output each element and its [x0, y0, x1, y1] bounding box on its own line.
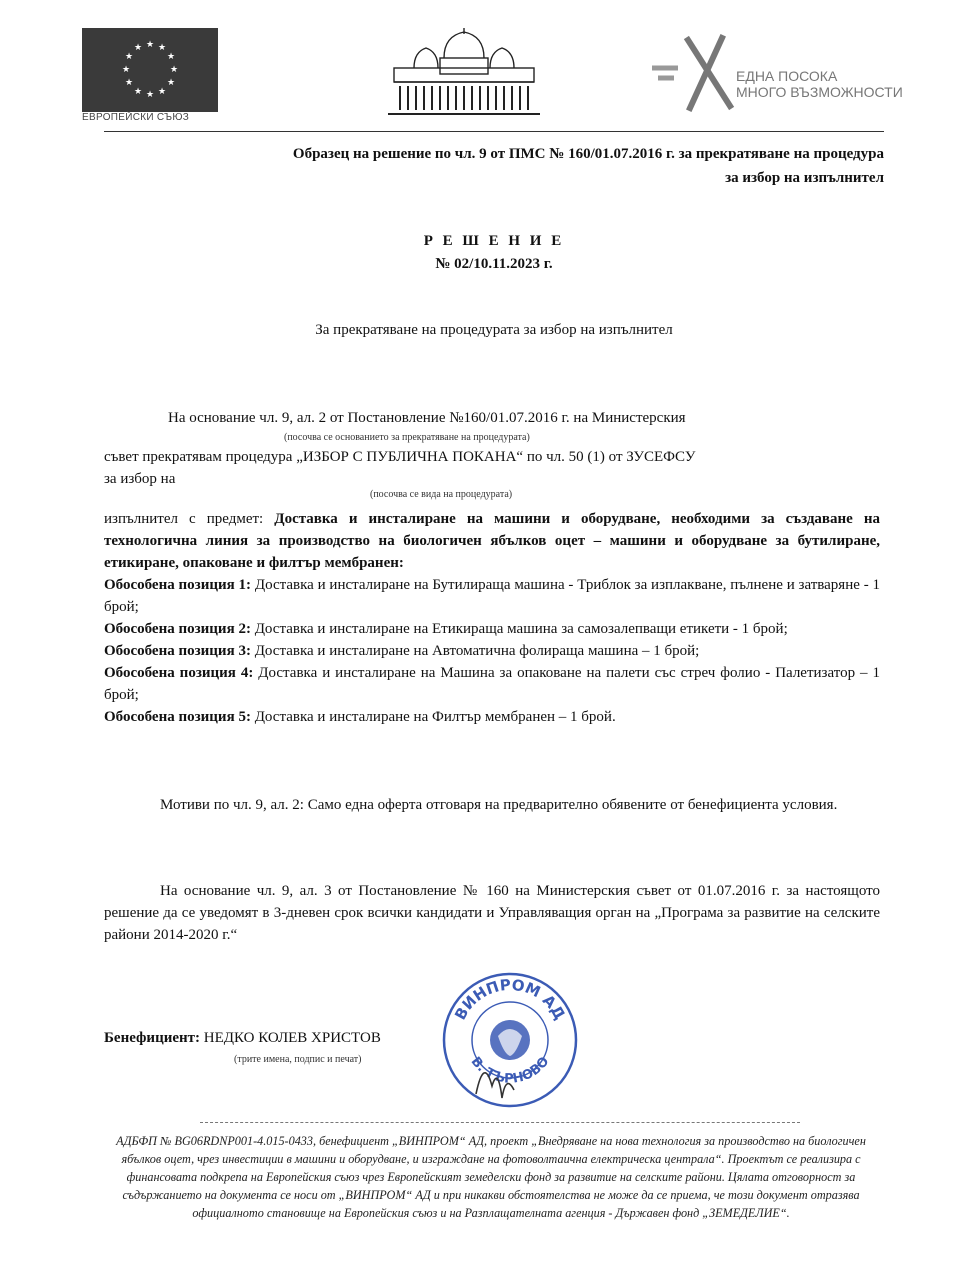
position-label: Обособена позиция 2: [104, 621, 251, 637]
form-title [104, 142, 884, 190]
decision-heading: Р Е Ш Е Н И Е [423, 233, 565, 249]
beneficiary-label: Бенефициент: [104, 1030, 201, 1046]
svg-text:★: ★ [157, 87, 167, 97]
subject-block [104, 508, 880, 728]
position-text: Доставка и инсталиране на Бутилираща машина - Триблок за изплакване, пълнене и затваряне - 1 брой; [104, 577, 880, 615]
procedure-note: (посочва се вида на процедурата) [370, 489, 513, 500]
beneficiary-note: (трите имена, подпис и печат) [234, 1054, 362, 1065]
position-item [104, 662, 880, 706]
leader-x-icon [648, 34, 738, 114]
position-label: Обособена позиция 1: [104, 577, 252, 593]
decision-subject: За прекратяване на процедурата за избор на изпълнител [315, 322, 673, 338]
subject-paragraph [104, 508, 880, 574]
position-item [104, 640, 880, 662]
procedure-paragraph [104, 446, 880, 490]
subject-description: Доставка и инсталиране на машини и оборудване, необходими за създаване на технологична линия за производство на биологичен ябълков оцет – машини и оборудване за бутилиране, етикиране, опаковане и филтър мембранен: [104, 511, 881, 571]
position-item [104, 574, 880, 618]
position-text: Доставка и инсталиране на Машина за опаковане на палети със стреч фолио - Палетизатор – 1 брой; [104, 665, 880, 703]
header-divider [104, 131, 884, 132]
footer-divider [200, 1122, 800, 1123]
position-item [104, 618, 880, 640]
beneficiary-name: НЕДКО КОЛЕВ ХРИСТОВ [200, 1030, 381, 1046]
form-title-line2: за избор на изпълнител [725, 170, 884, 186]
position-label: Обособена позиция 5: [104, 709, 251, 725]
procedure-line1: съвет прекратявам процедура „ИЗБОР С ПУБЛИЧНА ПОКАНА“ по чл. 50 (1) от ЗУСЕФСУ [104, 449, 696, 465]
svg-text:★: ★ [157, 43, 167, 53]
position-text: Доставка и инсталиране на Автоматична фолираща машина – 1 брой; [250, 643, 700, 659]
svg-text:★: ★ [121, 65, 131, 75]
funding-disclaimer: АДБФП № BG06RDNP001-4.015-0433, бенефициент „ВИНПРОМ“ АД, проект „Внедряване на нова технология за производство на биологичен ябълков оцет, чрез инвестиции в машини и оборудване, и изграждане на фотоволтаична електрическа централа“. Проектът се реализира с финансовата подкрепа на Европейския съюз чрез Европейският земеделски фонд за развитие на селските райони. Цялата отговорност за съдържанието на документа се носи от „ВИНПРОМ“ АД и при никакви обстоятелства не може да се приема, че този документ отразява официалното становище на Европейския съюз и на Разплащателната агенция - Държавен фонд „ЗЕМЕДЕЛИЕ“. [116, 1134, 866, 1220]
legal-basis-note: (посочва се основанието за прекратяване на процедурата) [284, 432, 530, 443]
svg-text:★: ★ [145, 90, 155, 100]
leader-slogan-line2: МНОГО ВЪЗМОЖНОСТИ [736, 84, 903, 100]
leader-slogan [736, 68, 903, 100]
svg-text:★: ★ [133, 87, 143, 97]
company-stamp [436, 966, 584, 1114]
svg-text:ВИНПРОМ АД [451, 976, 569, 1023]
position-text: Доставка и инсталиране на Филтър мембранен – 1 брой. [250, 709, 616, 725]
form-title-line1: Образец на решение по чл. 9 от ПМС № 160/01.07.2016 г. за прекратяване на процедура [292, 146, 884, 162]
position-text: Доставка и инсталиране на Етикираща машина за самозалепващи етикети - 1 брой; [250, 621, 788, 637]
svg-text:★: ★ [166, 52, 176, 62]
subject-intro: изпълнител с предмет: [104, 511, 275, 527]
council-of-ministers-building-icon [384, 28, 544, 118]
svg-text:★: ★ [145, 40, 155, 50]
position-label: Обособена позиция 3: [104, 643, 251, 659]
motives-paragraph: Мотиви по чл. 9, ал. 2: Само една оферта отговаря на предварително обявените от бенефициента условия. [160, 797, 838, 813]
svg-text:★: ★ [166, 78, 176, 88]
decision-number: № 02/10.11.2023 г. [435, 256, 553, 272]
eu-stars-icon [82, 28, 218, 112]
position-label: Обособена позиция 4: [104, 665, 254, 681]
svg-text:★: ★ [124, 78, 134, 88]
svg-text:★: ★ [133, 43, 143, 53]
position-item [104, 706, 880, 728]
svg-text:★: ★ [124, 52, 134, 62]
notification-paragraph: На основание чл. 9, ал. 3 от Постановление № 160 на Министерския съвет от 01.07.2016 г. за настоящото решение да се уведомят в 3-дневен срок всички кандидати и Управляващия орган на „Програма за развитие на селските райони 2014-2020 г.“ [104, 883, 880, 943]
beneficiary-line [104, 1030, 381, 1047]
stamp-bottom-text: В. ТЪРНОВО [467, 1054, 553, 1087]
stamp-emblem-icon [490, 1020, 530, 1060]
stamp-top-text: ВИНПРОМ АД [451, 975, 569, 1023]
leader-slogan-line1: ЕДНА ПОСОКА [736, 68, 838, 84]
legal-basis: На основание чл. 9, ал. 2 от Постановление №160/01.07.2016 г. на Министерския [168, 410, 686, 426]
procedure-line2: за избор на [104, 471, 176, 487]
eu-flag-logo [82, 28, 218, 112]
eu-label: ЕВРОПЕЙСКИ СЪЮЗ [82, 112, 190, 123]
svg-text:★: ★ [169, 65, 179, 75]
